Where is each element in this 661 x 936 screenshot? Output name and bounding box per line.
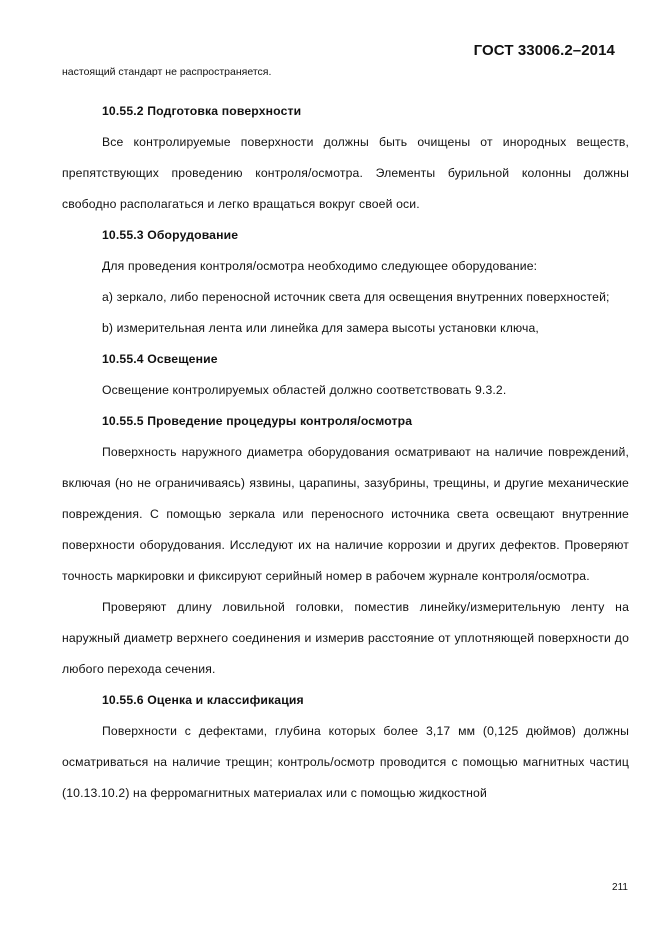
document-code: ГОСТ 33006.2–2014 [473, 42, 615, 59]
paragraph: Освещение контролируемых областей должно соответствовать 9.3.2. [102, 383, 507, 397]
section-heading: 10.55.2 Подготовка поверхности [102, 104, 302, 118]
paragraph: Проверяют длину ловильной головки, поместив линейку/измерительную ленту на наружный диаметр верхнего соединения и измерив расстояние от уплотняющей поверхности до любого перехода сечения. [62, 600, 629, 676]
paragraph: Поверхность наружного диаметра оборудования осматривают на наличие повреждений, включая (но не ограничиваясь) язвины, царапины, зазубрины, трещины, и другие механические повреждения. С помощью зеркала или переносного источника света освещают внутренние поверхности оборудования. Исследуют их на наличие коррозии и других дефектов. Проверяют точность маркировки и фиксируют серийный номер в рабочем журнале контроля/осмотра. [62, 445, 629, 583]
list-item: b) измерительная лента или линейка для замера высоты установки ключа, [102, 321, 539, 335]
section-heading: 10.55.3 Оборудование [102, 228, 239, 242]
paragraph: Поверхности с дефектами, глубина которых более 3,17 мм (0,125 дюймов) должны осматриваться на наличие трещин; контроль/осмотр проводится с помощью магнитных частиц (10.13.10.2) на ферромагнитных материалах или с помощью жидкостной [62, 724, 629, 800]
section-heading: 10.55.4 Освещение [102, 352, 218, 366]
list-item: a) зеркало, либо переносной источник света для освещения внутренних поверхностей; [102, 290, 610, 304]
continuation-text: настоящий стандарт не распространяется. [62, 66, 272, 78]
paragraph: Все контролируемые поверхности должны быть очищены от инородных веществ, препятствующих проведению контроля/осмотра. Элементы бурильной колонны должны свободно располагаться и легко вращаться вокруг своей оси. [62, 135, 629, 211]
page-content [62, 96, 629, 809]
paragraph: Для проведения контроля/осмотра необходимо следующее оборудование: [102, 259, 538, 273]
section-heading: 10.55.5 Проведение процедуры контроля/осмотра [102, 414, 413, 428]
section-heading: 10.55.6 Оценка и классификация [102, 693, 304, 707]
page-number: 211 [612, 882, 628, 893]
